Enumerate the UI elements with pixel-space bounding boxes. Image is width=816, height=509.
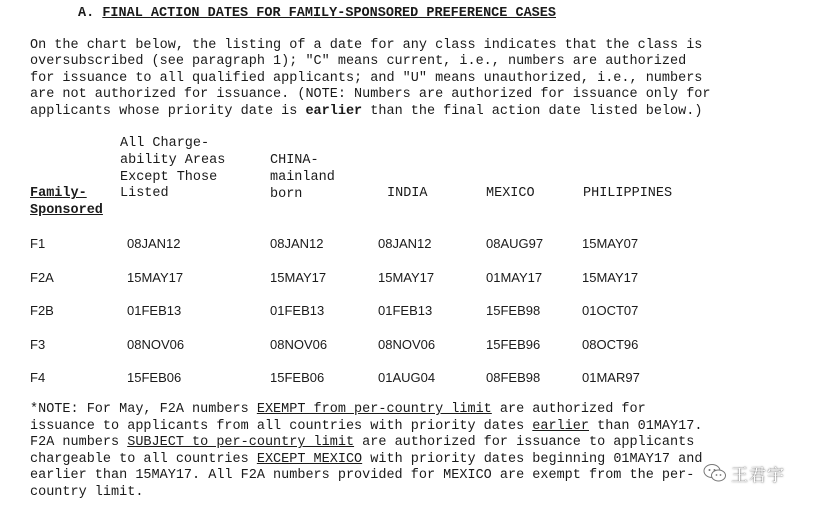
cell-india: 01FEB13 — [378, 303, 433, 318]
cell-philippines: 15MAY07 — [582, 236, 639, 251]
cell-india: 08NOV06 — [378, 337, 436, 352]
cell-all: 08JAN12 — [127, 236, 181, 251]
col-header-china-line2: mainland — [270, 169, 335, 185]
cell-mexico: 15FEB98 — [486, 303, 541, 318]
col-header-all-line3: Except Those — [120, 169, 218, 185]
note-line-2a: issuance to applicants from all countries with priority dates — [30, 418, 533, 434]
cell-mexico: 15FEB96 — [486, 337, 541, 352]
col-header-china-line1: CHINA- — [270, 153, 319, 168]
note-line-4c: with priority dates beginning 01MAY17 and — [362, 451, 703, 467]
col-header-china-line3: born — [270, 186, 303, 202]
cell-mexico: 08FEB98 — [486, 370, 541, 385]
family-header-line2: Sponsored — [30, 202, 103, 218]
cell-india: 01AUG04 — [378, 370, 436, 385]
note-line-6: country limit. — [30, 484, 144, 500]
intro-line-5c: than the final action date listed below.) — [362, 103, 703, 119]
cell-philippines: 15MAY17 — [582, 270, 639, 285]
cell-all: 08NOV06 — [127, 337, 185, 352]
row-category: F1 — [30, 236, 46, 251]
note-line-3a: F2A numbers — [30, 435, 128, 451]
col-header-all-line1: All Charge- — [120, 136, 210, 151]
row-category: F4 — [30, 370, 46, 385]
row-category: F2A — [30, 270, 54, 285]
wechat-watermark — [703, 458, 803, 488]
col-header-all-chargeability — [120, 136, 225, 203]
note-exempt-underlined: EXEMPT from per-country limit — [256, 402, 492, 417]
cell-china: 15MAY17 — [270, 270, 327, 285]
col-header-china — [270, 153, 335, 203]
col-header-all-line4: Listed — [120, 186, 169, 202]
note-subject-underlined: SUBJECT to per-country limit — [127, 435, 355, 451]
intro-line-1: On the chart below, the listing of a date for any class indicates that the class is — [30, 38, 703, 53]
col-header-india: INDIA — [387, 186, 428, 201]
row-category: F3 — [30, 337, 46, 352]
cell-philippines: 01MAR97 — [582, 370, 640, 385]
table-row — [0, 303, 816, 320]
cell-mexico: 08AUG97 — [486, 236, 544, 251]
row-category: F2B — [30, 303, 54, 318]
intro-line-2: oversubscribed (see paragraph 1); "C" means current, i.e., numbers are authorized — [30, 54, 687, 70]
cell-china: 08NOV06 — [270, 337, 328, 352]
cell-all: 15MAY17 — [127, 270, 184, 285]
cell-philippines: 08OCT96 — [582, 337, 639, 352]
table-row — [0, 370, 816, 387]
intro-line-5a: applicants whose priority date is — [30, 103, 306, 119]
intro-line-4: are not authorized for issuance. (NOTE: Numbers are authorized for issuance only for — [30, 87, 711, 103]
note-line-4a: chargeable to all countries — [30, 451, 257, 467]
cell-china: 15FEB06 — [270, 370, 325, 385]
intro-line-3: for issuance to all qualified applicants; and "U" means unauthorized, i.e., numbers — [30, 70, 703, 86]
cell-all: 01FEB13 — [127, 303, 182, 318]
section-heading — [78, 6, 556, 21]
cell-philippines: 01OCT07 — [582, 303, 639, 318]
note-line-1a: *NOTE: For May, F2A numbers — [30, 402, 257, 417]
section-letter: A. — [78, 6, 95, 21]
watermark-text: 王君宇 — [731, 465, 785, 486]
table-row — [0, 270, 816, 287]
cell-china: 08JAN12 — [270, 236, 324, 251]
note-line-1c: are authorized for — [491, 402, 646, 417]
note-except-mexico-underlined: EXCEPT MEXICO — [256, 451, 363, 467]
cell-china: 01FEB13 — [270, 303, 325, 318]
note-line-5: earlier than 15MAY17. All F2A numbers provided for MEXICO are exempt from the per- — [30, 468, 695, 484]
col-header-philippines: PHILIPPINES — [583, 186, 673, 201]
cell-all: 15FEB06 — [127, 370, 182, 385]
family-header-line1: Family- — [30, 186, 87, 201]
cell-mexico: 01MAY17 — [486, 270, 543, 285]
table-row — [0, 236, 816, 253]
intro-emphasis-earlier: earlier — [305, 103, 363, 119]
section-title: FINAL ACTION DATES FOR FAMILY-SPONSORED PREFERENCE CASES — [102, 6, 556, 21]
footnote-paragraph — [30, 402, 800, 502]
note-earlier-underlined: earlier — [532, 418, 590, 434]
col-header-family-sponsored — [30, 186, 103, 220]
wechat-logo-icon — [703, 462, 727, 484]
cell-india: 08JAN12 — [378, 236, 432, 251]
col-header-all-line2: ability Areas — [120, 152, 226, 168]
note-line-2c: than 01MAY17. — [589, 418, 703, 434]
intro-paragraph — [30, 38, 790, 120]
col-header-mexico: MEXICO — [486, 186, 535, 201]
table-row — [0, 337, 816, 354]
note-line-3c: are authorized for issuance to applicants — [354, 435, 695, 451]
cell-india: 15MAY17 — [378, 270, 435, 285]
